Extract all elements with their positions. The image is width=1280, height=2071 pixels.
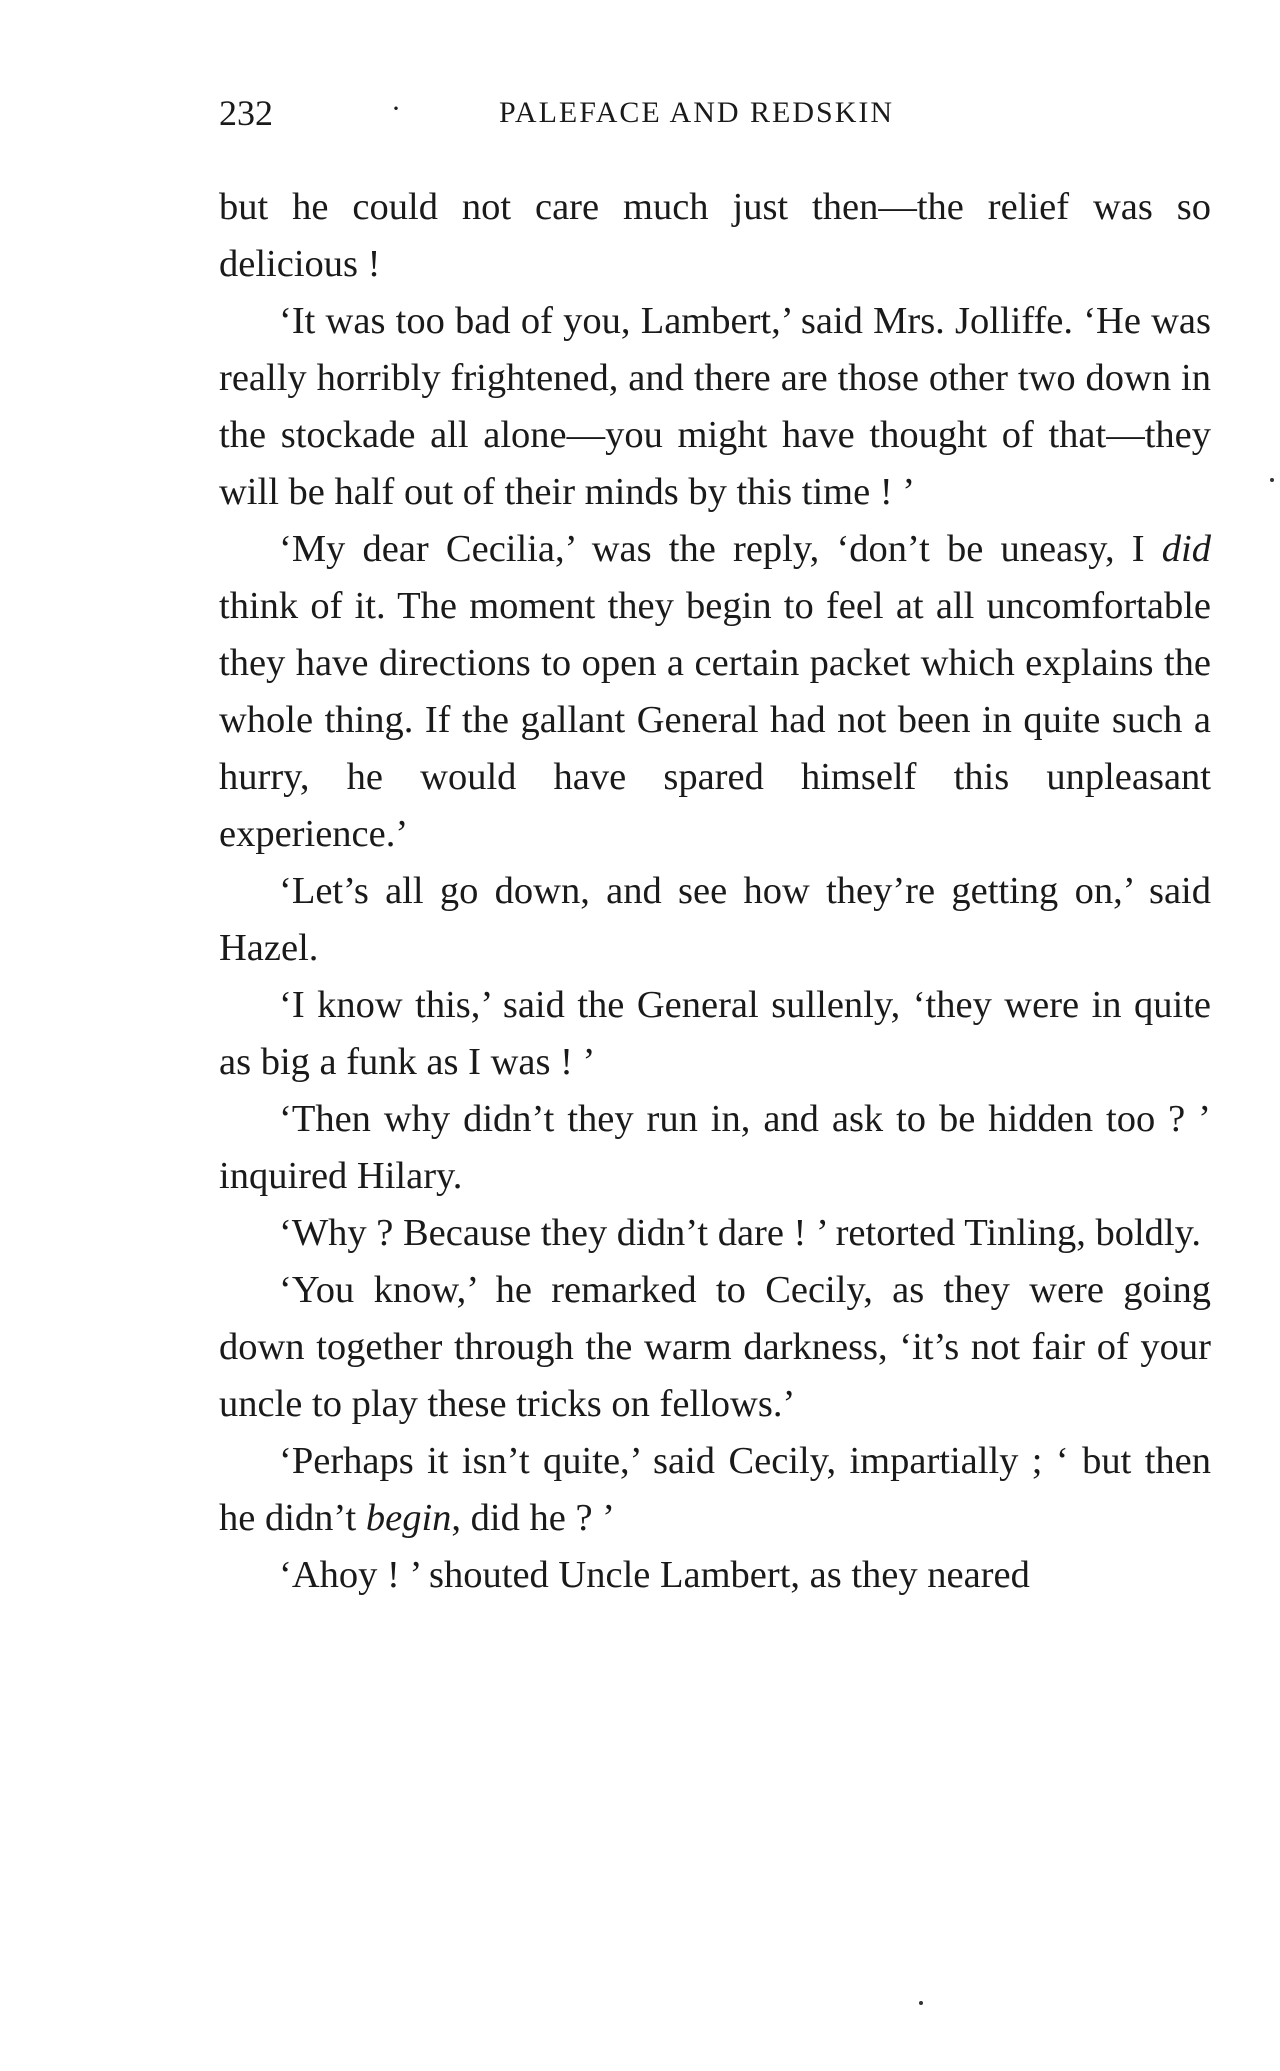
paragraph-text: ‘Then why didn’t they run in, and ask to be hidden too ? ’ inquired Hilary. — [219, 1098, 1211, 1197]
paragraph-text: ‘Perhaps it isn’t quite,’ said Cecily, impartially ; ‘ but then he didn’t — [219, 1440, 1211, 1539]
italic-text: did — [1161, 528, 1211, 570]
stray-mark — [1270, 478, 1274, 482]
running-head: PALEFACE AND REDSKIN — [499, 96, 895, 129]
paragraph-text: think of it. The moment they begin to feel at all uncomfortable they have directions to open a certain packet which explains the whole thing. If the gallant General had not been in quite such a hurry, he would have spared himself this unpleasant experience.’ — [219, 585, 1211, 855]
paragraph-text: ‘Why ? Because they didn’t dare ! ’ retorted Tinling, boldly. — [279, 1212, 1202, 1254]
body-text — [219, 179, 1211, 1604]
paragraph-text: but he could not care much just then—the relief was so delicious ! — [219, 186, 1211, 285]
paragraph-text: ‘Let’s all go down, and see how they’re getting on,’ said Hazel. — [219, 870, 1211, 969]
paragraph — [219, 863, 1211, 977]
paragraph — [219, 1262, 1211, 1433]
paragraph — [219, 1547, 1211, 1604]
paragraph — [219, 1205, 1211, 1262]
paragraph — [219, 293, 1211, 521]
paragraph — [219, 1091, 1211, 1205]
page-header — [219, 92, 1220, 142]
stray-mark — [919, 2001, 923, 2005]
paragraph-text: , did he ? ’ — [451, 1497, 615, 1539]
paragraph-text: ‘I know this,’ said the General sullenly, ‘they were in quite as big a funk as I was ! ’ — [219, 984, 1211, 1083]
header-dot: · — [391, 92, 401, 125]
paragraph-text: ‘It was too bad of you, Lambert,’ said Mrs. Jolliffe. ‘He was really horribly frightened, and there are those other two down in the stockade all alone—you might have thought of that—they will be half out of their minds by this time ! ’ — [219, 300, 1211, 513]
paragraph — [219, 179, 1211, 293]
page-number: 232 — [219, 93, 273, 133]
paragraph — [219, 1433, 1211, 1547]
paragraph-text: ‘You know,’ he remarked to Cecily, as they were going down together through the warm darkness, ‘it’s not fair of your uncle to play these tricks on fellows.’ — [219, 1269, 1211, 1425]
paragraph-text: ‘Ahoy ! ’ shouted Uncle Lambert, as they neared — [279, 1554, 1030, 1596]
italic-text: begin — [365, 1497, 452, 1539]
paragraph — [219, 977, 1211, 1091]
paragraph — [219, 521, 1211, 863]
paragraph-text: ‘My dear Cecilia,’ was the reply, ‘don’t be uneasy, I — [279, 528, 1162, 570]
